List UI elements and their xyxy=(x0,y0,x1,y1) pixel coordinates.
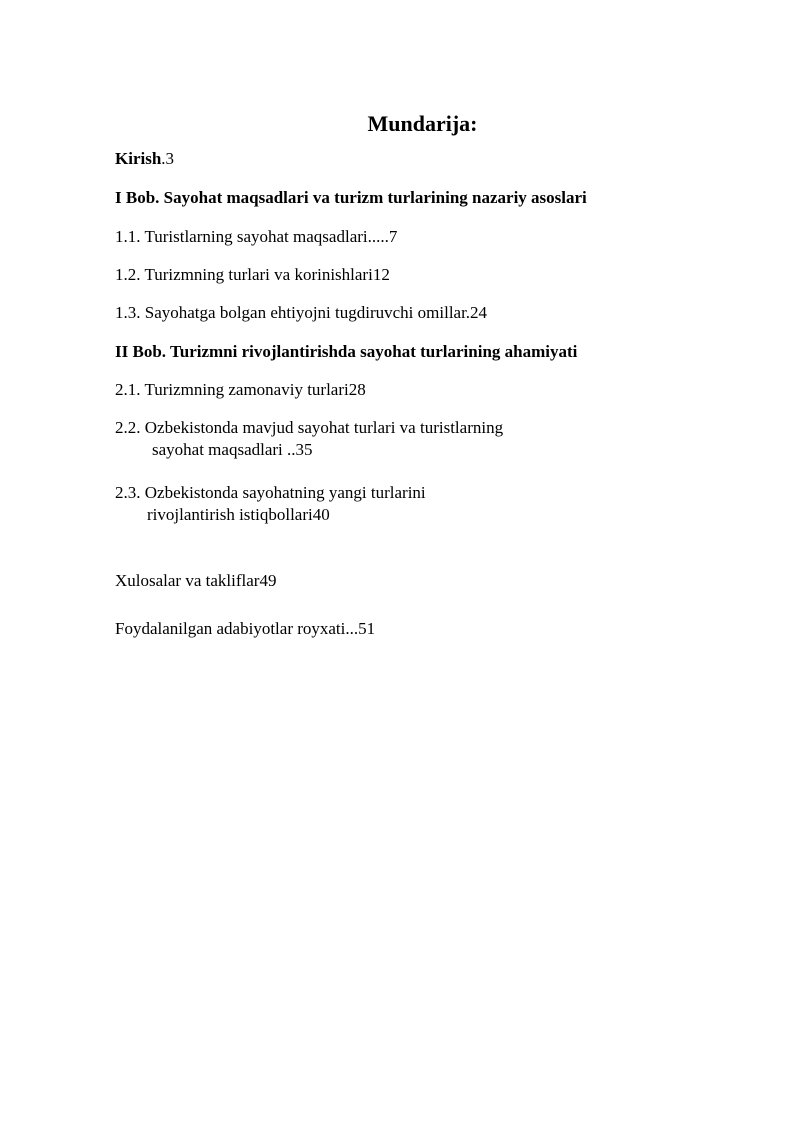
toc-entry-2-1: 2.1. Turizmning zamonaviy turlari28 xyxy=(115,380,366,399)
toc-entry-2-3-line-1: 2.3. Ozbekistonda sayohatning yangi turlarini xyxy=(115,483,426,502)
intro-label: Kirish xyxy=(115,149,162,168)
toc-entry-2-2-line-1: 2.2. Ozbekistonda mavjud sayohat turlari va turistlarning xyxy=(115,418,504,437)
toc-entry-intro xyxy=(115,148,174,170)
toc-entry-2-3-line-2: rivojlantirish istiqbollari40 xyxy=(147,505,330,524)
chapter-1-heading: I Bob. Sayohat maqsadlari va turizm turlarining nazariy asoslari xyxy=(115,188,587,207)
intro-page: .3 xyxy=(161,149,175,168)
toc-entry-1-3: 1.3. Sayohatga bolgan ehtiyojni tugdiruvchi omillar.24 xyxy=(115,303,488,322)
toc-entry-2-2-line-2: sayohat maqsadlari ..35 xyxy=(152,440,313,459)
page-title: Mundarija: xyxy=(367,111,478,136)
toc-entry-conclusion: Xulosalar va takliflar49 xyxy=(115,571,277,590)
toc-entry-1-1: 1.1. Turistlarning sayohat maqsadlari.....7 xyxy=(115,227,398,246)
toc-entry-1-2: 1.2. Turizmning turlari va korinishlari12 xyxy=(115,265,390,284)
chapter-2-heading: II Bob. Turizmni rivojlantirishda sayohat turlarining ahamiyati xyxy=(115,342,578,361)
toc-entry-references: Foydalanilgan adabiyotlar royxati...51 xyxy=(115,619,376,638)
